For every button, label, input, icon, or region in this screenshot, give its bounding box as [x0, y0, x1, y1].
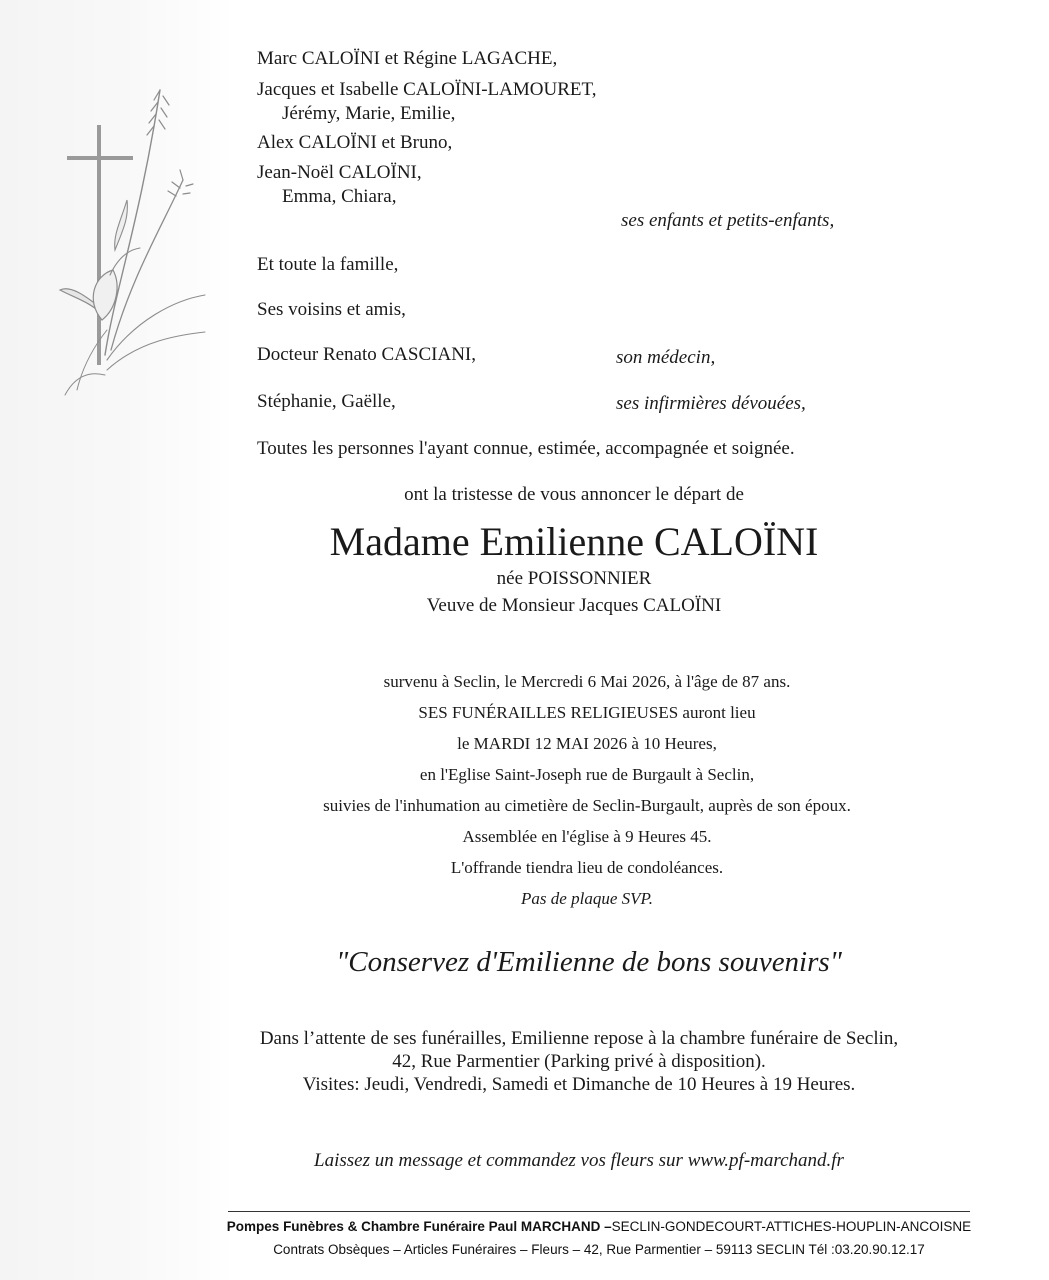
everyone-line: Toutes les personnes l'ayant connue, estimée, accompagnée et soignée.	[257, 438, 795, 459]
family-line-1: Marc CALOÏNI et Régine LAGACHE,	[257, 48, 558, 69]
visit-line-2: 42, Rue Parmentier (Parking privé à disposition).	[392, 1051, 766, 1072]
details-line-8: Pas de plaque SVP.	[521, 889, 653, 908]
footer-towns: SECLIN-GONDECOURT-ATTICHES-HOUPLIN-ANCOISNE	[611, 1219, 972, 1234]
neighbours: Ses voisins et amis,	[257, 299, 406, 320]
footer-line-2: Contrats Obsèques – Articles Funéraires – Fleurs – 42, Rue Parmentier – 59113 SECLIN Tél :03.20.90.12.17	[273, 1242, 925, 1257]
nurses-role: ses infirmières dévouées,	[616, 393, 806, 414]
details-line-4: en l'Eglise Saint-Joseph rue de Burgault à Seclin,	[419, 765, 755, 784]
family-line-3: Jérémy, Marie, Emilie,	[282, 103, 456, 124]
details-line-3: le MARDI 12 MAI 2026 à 10 Heures,	[457, 734, 717, 753]
visit-line-1: Dans l’attente de ses funérailles, Emilienne repose à la chambre funéraire de Seclin,	[259, 1028, 899, 1049]
children-role: ses enfants et petits-enfants,	[621, 210, 835, 231]
deceased-name: Madame Emilienne CALOÏNI	[329, 519, 819, 564]
family-line-2: Jacques et Isabelle CALOÏNI-LAMOURET,	[257, 79, 597, 100]
footer-line-1	[222, 1218, 976, 1236]
remembrance-quote: "Conservez d'Emilienne de bons souvenirs"	[336, 946, 842, 978]
whole-family: Et toute la famille,	[257, 254, 399, 275]
details-line-1: survenu à Seclin, le Mercredi 6 Mai 2026, à l'âge de 87 ans.	[383, 672, 791, 691]
widow-line: Veuve de Monsieur Jacques CALOÏNI	[426, 595, 722, 616]
online-message: Laissez un message et commandez vos fleurs sur www.pf-marchand.fr	[314, 1150, 844, 1171]
maiden-name: née POISSONNIER	[496, 568, 652, 589]
doctor: Docteur Renato CASCIANI,	[257, 344, 476, 365]
details-line-7: L'offrande tiendra lieu de condoléances.	[450, 858, 724, 877]
nurses: Stéphanie, Gaëlle,	[257, 391, 396, 412]
announcement-intro: ont la tristesse de vous annoncer le départ de	[404, 484, 744, 505]
family-line-4: Alex CALOÏNI et Bruno,	[257, 132, 453, 153]
family-line-5: Jean-Noël CALOÏNI,	[257, 162, 422, 183]
details-line-5: suivies de l'inhumation au cimetière de Seclin-Burgault, auprès de son époux.	[323, 796, 851, 815]
cross-and-lily-illustration	[55, 70, 215, 410]
footer-divider	[228, 1211, 970, 1212]
doctor-role: son médecin,	[616, 347, 716, 368]
visit-line-3: Visites: Jeudi, Vendredi, Samedi et Dimanche de 10 Heures à 19 Heures.	[302, 1074, 856, 1095]
family-line-6: Emma, Chiara,	[282, 186, 397, 207]
details-line-6: Assemblée en l'église à 9 Heures 45.	[462, 827, 712, 846]
details-line-2: SES FUNÉRAILLES RELIGIEUSES auront lieu	[418, 703, 756, 722]
footer-company: Pompes Funèbres & Chambre Funéraire Paul MARCHAND –	[226, 1219, 612, 1234]
